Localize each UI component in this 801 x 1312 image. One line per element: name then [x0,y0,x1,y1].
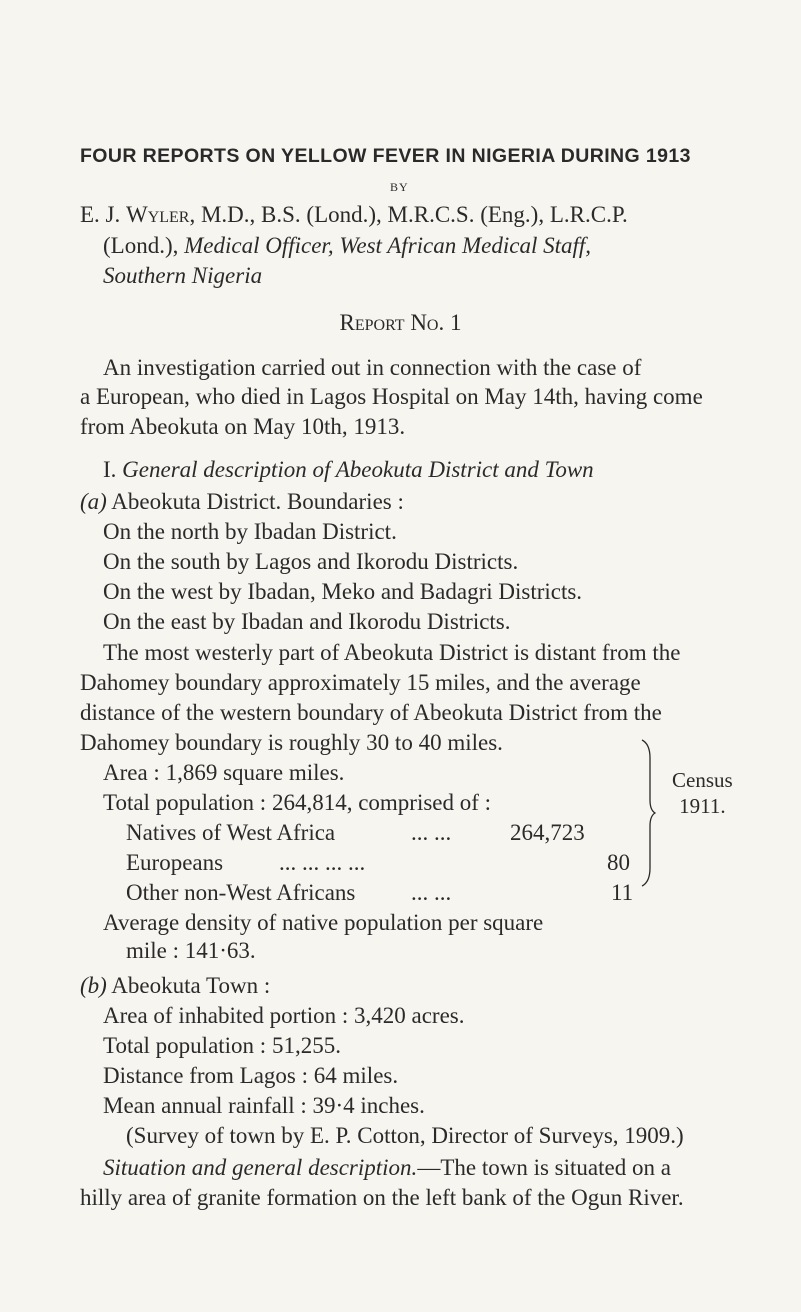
intro-line-1: An investigation carried out in connection with the case of [103,355,642,380]
situation-text: —The town is situated on a [417,1155,671,1180]
section-title: General description of Abeokuta District and Town [122,457,594,482]
town-rainfall: Mean annual rainfall : 39·4 inches. [103,1093,425,1118]
population-row-value: 11 [611,880,634,905]
author-credentials: , M.D., B.S. (Lond.), M.R.C.S. (Eng.), L.R.C.P. [189,202,628,227]
town-area: Area of inhabited portion : 3,420 acres. [103,1003,465,1028]
town-label: (b) [80,973,107,998]
district-heading-text: Abeokuta District. Boundaries : [106,489,404,514]
situation-line-1 [103,1155,671,1181]
population-row-value: 80 [607,850,630,875]
document-title: FOUR REPORTS ON YELLOW FEVER IN NIGERIA DURING 1913 [80,145,691,167]
census-year: 1911. [679,794,726,818]
boundary-east: On the east by Ibadan and Ikorodu Districts. [103,609,511,634]
population-row-label: Natives of West Africa [126,820,336,845]
density-line-1: Average density of native population per square [103,910,544,935]
density-line-2: mile : 141·63. [126,938,256,963]
intro-line-2: a European, who died in Lagos Hospital on May 14th, having come [80,384,703,409]
census-note [672,767,733,819]
situation-heading: Situation and general description. [103,1155,418,1180]
author-surname: Wyler [126,202,190,227]
population-row-value: 264,723 [510,820,585,845]
population-row-dots: ... ... [411,880,452,905]
town-population: Total population : 51,255. [103,1033,341,1058]
situation-line-2: hilly area of granite formation on the left bank of the Ogun River. [80,1185,684,1210]
town-heading [80,973,270,999]
town-survey-note: (Survey of town by E. P. Cotton, Director of Surveys, 1909.) [126,1123,684,1148]
author-line-2 [103,233,591,259]
author-line-1 [80,202,628,228]
intro-line-3: from Abeokuta on May 10th, 1913. [80,414,406,439]
by-label: BY [390,180,409,194]
district-heading [80,489,404,515]
report-heading: Report No. 1 [339,310,462,335]
census-label: Census [672,768,733,792]
author-location: Southern Nigeria [103,263,263,288]
population-row-dots: ... ... ... ... [279,850,366,875]
author-initials: E. J. [80,202,126,227]
boundary-west: On the west by Ibadan, Meko and Badagri Districts. [103,579,583,604]
district-total-population: Total population : 264,814, comprised of : [103,790,492,815]
town-distance: Distance from Lagos : 64 miles. [103,1063,399,1088]
district-label: (a) [80,489,107,514]
district-paragraph-line-3: distance of the western boundary of Abeokuta District from the [80,700,662,725]
town-heading-text: Abeokuta Town : [106,973,271,998]
district-paragraph-line-2: Dahomey boundary approximately 15 miles, and the average [80,670,641,695]
author-position: Medical Officer, West African Medical Staff, [184,233,592,258]
boundary-north: On the north by Ibadan District. [103,519,397,544]
section-number: I. [103,457,123,482]
author-line2-prefix: (Lond.), [103,233,185,258]
section-1-heading [103,457,594,483]
boundary-south: On the south by Lagos and Ikorodu Districts. [103,549,519,574]
population-row-dots: ... ... [411,820,452,845]
district-paragraph-line-4: Dahomey boundary is roughly 30 to 40 miles. [80,730,503,755]
population-row-label: Other non-West Africans [126,880,356,905]
population-row-label: Europeans [126,850,224,875]
district-area: Area : 1,869 square miles. [103,760,345,785]
district-paragraph-line-1: The most westerly part of Abeokuta District is distant from the [103,640,681,665]
census-brace [640,738,656,888]
